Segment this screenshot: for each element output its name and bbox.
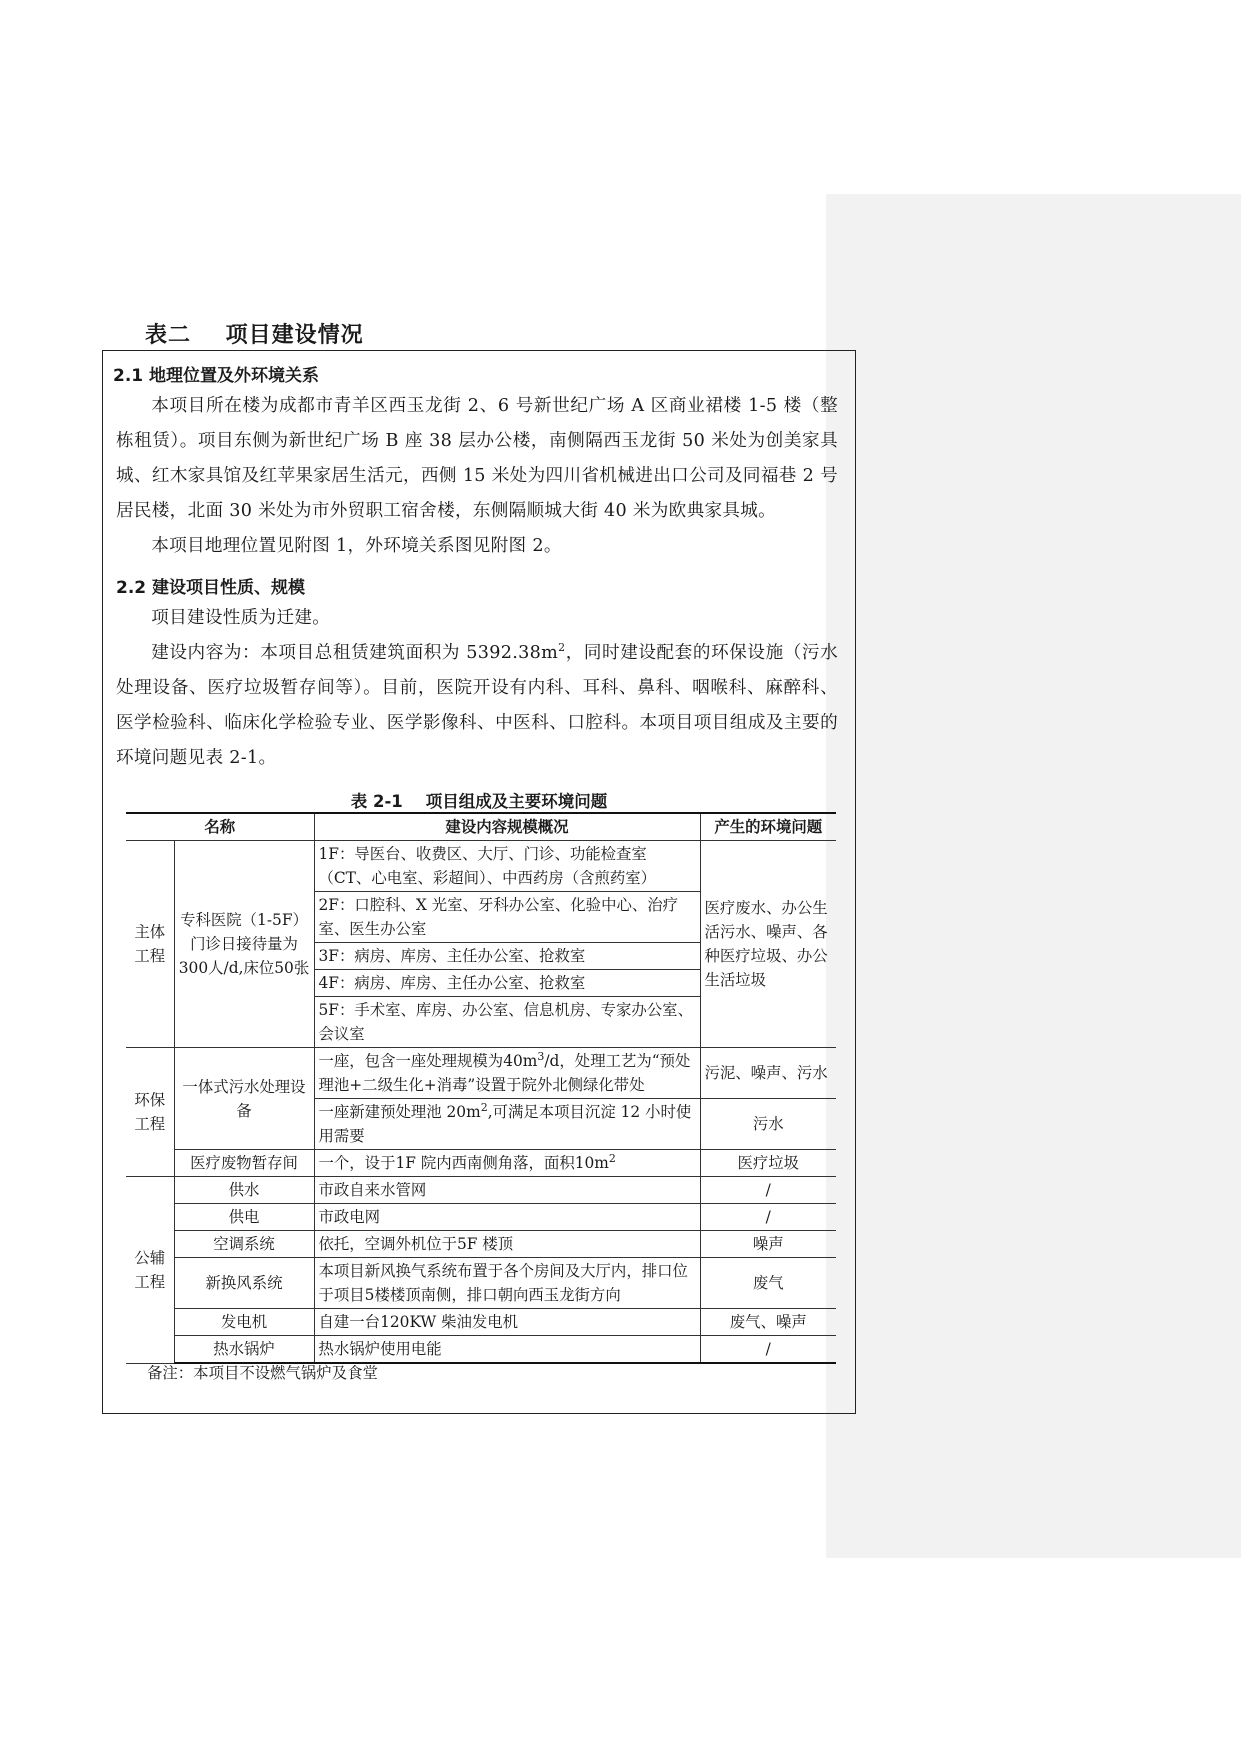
content-cell: 自建一台120KW 柴油发电机 xyxy=(314,1309,700,1336)
issue-cell: 医疗废水、办公生活污水、噪声、各种医疗垃圾、办公生活垃圾 xyxy=(700,841,836,1048)
content-frame xyxy=(102,350,856,1414)
section-heading: 表二 项目建设情况 xyxy=(145,323,364,348)
content-cell: 一座新建预处理池 $20m^2$,可满足本项目沉淀 12 小时使用需要 xyxy=(314,1099,700,1150)
paragraph: 建设内容为：本项目总租赁建筑面积为 $5392.38m^2$，同时建设配套的环保设施（污水处理设备、医疗垃圾暂存间等）。目前，医院开设有内科、耳科、鼻科、咽喉科、麻醉科、医学检验科、临床化学检验专业、医学影像科、中医科、口腔科。本项目项目组成及主要的环境问题见表 2-1。 xyxy=(116,641,838,768)
paragraph: 本项目地理位置见附图 1，外环境关系图见附图 2。 xyxy=(151,536,562,556)
header-issue: 产生的环境问题 xyxy=(700,813,836,841)
content-cell: 热水锅炉使用电能 xyxy=(314,1336,700,1364)
issue-cell: / xyxy=(700,1204,836,1231)
table-note: 备注：本项目不设燃气锅炉及食堂 xyxy=(147,1364,378,1382)
content-cell: 市政自来水管网 xyxy=(314,1177,700,1204)
issue-cell: / xyxy=(700,1177,836,1204)
content-cell: 1F：导医台、收费区、大厅、门诊、功能检查室（CT、心电室、彩超间）、中西药房（含煎药室） xyxy=(314,841,700,892)
item-cell: 供水 xyxy=(174,1177,314,1204)
table-row xyxy=(126,1150,836,1177)
item-cell: 医疗废物暂存间 xyxy=(174,1150,314,1177)
table-row xyxy=(126,1204,836,1231)
header-content: 建设内容规模概况 xyxy=(314,813,700,841)
paragraph: 本项目所在楼为成都市青羊区西玉龙街 2、6 号新世纪广场 A 区商业裙楼 1-5 楼（整栋租赁）。项目东侧为新世纪广场 B 座 38 层办公楼，南侧隔西玉龙街 50 米处为创美家具城、红木家具馆及红苹果家居生活元，西侧 15 米处为四川省机械进出口公司及同福巷 2 号居民楼，北面 30 米处为市外贸职工宿舍楼，东侧隔顺城大街 40 米为欧典家具城。 xyxy=(116,396,838,521)
content-cell: 本项目新风换气系统布置于各个房间及大厅内，排口位于项目5楼楼顶南侧，排口朝向西玉龙街方向 xyxy=(314,1258,700,1309)
table-row xyxy=(126,1309,836,1336)
item-cell: 供电 xyxy=(174,1204,314,1231)
table-caption: 表 2-1 项目组成及主要环境问题 xyxy=(350,792,608,811)
comment-pane xyxy=(826,194,1241,1558)
issue-cell: 污水 xyxy=(700,1099,836,1150)
table-row xyxy=(126,1336,836,1364)
paragraph: 项目建设性质为迁建。 xyxy=(151,608,331,628)
group-cell: 公辅工程 xyxy=(126,1177,174,1364)
group-cell: 主体工程 xyxy=(126,841,174,1048)
table-row xyxy=(126,1177,836,1204)
header-name: 名称 xyxy=(126,813,314,841)
section-2-1-body xyxy=(116,389,838,564)
table-row xyxy=(126,1231,836,1258)
content-cell: 一个，设于1F 院内西南侧角落，面积$10m^2$ xyxy=(314,1150,700,1177)
table-row xyxy=(126,1048,836,1099)
issue-cell: 污泥、噪声、污水 xyxy=(700,1048,836,1099)
issue-cell: 医疗垃圾 xyxy=(700,1150,836,1177)
content-cell: 3F：病房、库房、主任办公室、抢救室 xyxy=(314,943,700,970)
issue-cell: 废气、噪声 xyxy=(700,1309,836,1336)
item-cell: 新换风系统 xyxy=(174,1258,314,1309)
issue-cell: 废气 xyxy=(700,1258,836,1309)
project-composition-table xyxy=(126,812,836,1364)
section-2-2-body xyxy=(116,601,838,776)
content-cell: 一座，包含一座处理规模为$40m^3/d$，处理工艺为“预处理池+二级生化+消毒”设置于院外北侧绿化带处 xyxy=(314,1048,700,1099)
table-row xyxy=(126,841,836,892)
item-cell: 专科医院（1-5F）门诊日接待量为300人/d,床位50张 xyxy=(174,841,314,1048)
item-cell: 空调系统 xyxy=(174,1231,314,1258)
section-2-2-title: 2.2 建设项目性质、规模 xyxy=(116,578,306,598)
content-cell: 4F：病房、库房、主任办公室、抢救室 xyxy=(314,970,700,997)
section-2-1-title: 2.1 地理位置及外环境关系 xyxy=(113,366,320,386)
content-cell: 依托，空调外机位于5F 楼顶 xyxy=(314,1231,700,1258)
table-row xyxy=(126,1258,836,1309)
issue-cell: / xyxy=(700,1336,836,1364)
group-cell: 环保工程 xyxy=(126,1048,174,1177)
issue-cell: 噪声 xyxy=(700,1231,836,1258)
item-cell: 发电机 xyxy=(174,1309,314,1336)
table-header-row xyxy=(126,813,836,841)
content-cell: 5F：手术室、库房、办公室、信息机房、专家办公室、会议室 xyxy=(314,997,700,1048)
item-cell: 热水锅炉 xyxy=(174,1336,314,1364)
content-cell: 2F：口腔科、X 光室、牙科办公室、化验中心、治疗室、医生办公室 xyxy=(314,892,700,943)
item-cell: 一体式污水处理设备 xyxy=(174,1048,314,1150)
content-cell: 市政电网 xyxy=(314,1204,700,1231)
